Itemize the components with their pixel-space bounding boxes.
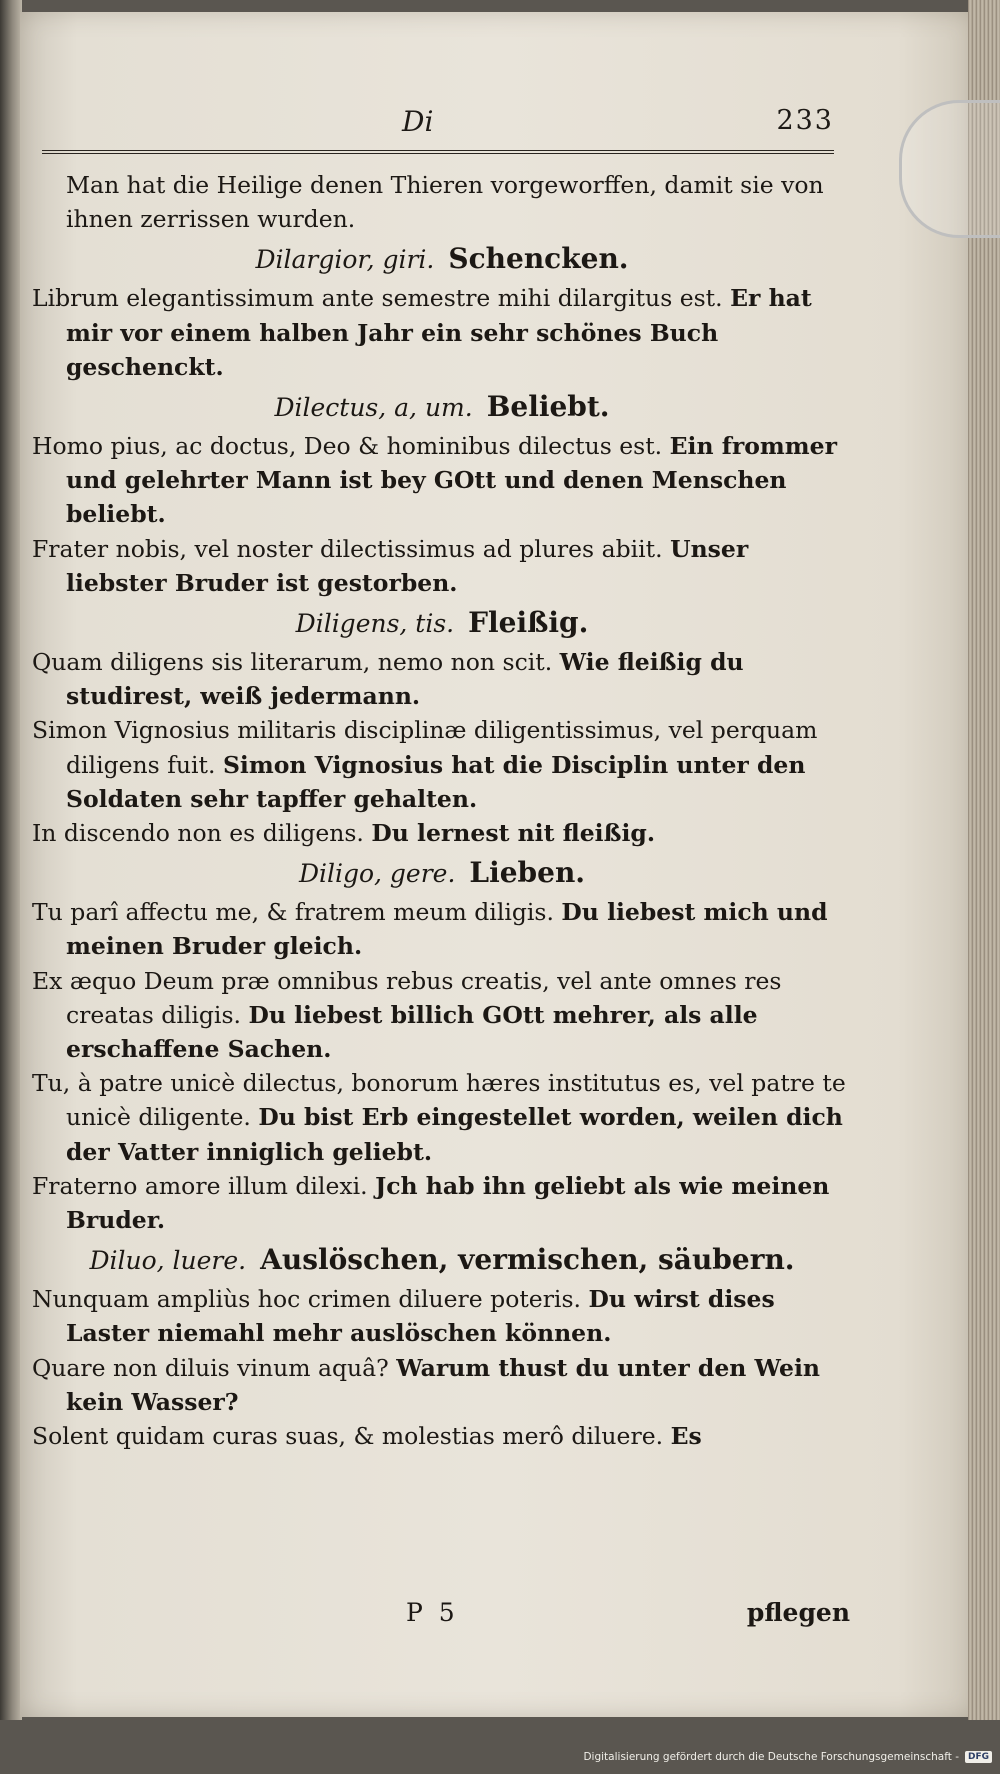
page-edges — [968, 0, 1000, 1720]
example-sentence: Man hat die Heilige denen Thieren vorgeworffen, damit sie von ihnen zerrissen wurden. — [66, 171, 824, 234]
lemma-heading — [32, 386, 852, 429]
german-translation: Wie fleißig du studirest, weiß jedermann. — [66, 648, 744, 711]
page-footer — [90, 1598, 850, 1638]
german-translation: Warum thust du unter den Wein kein Wasser? — [66, 1353, 820, 1416]
example-sentence — [32, 1419, 852, 1453]
catchword: pflegen — [746, 1598, 850, 1627]
dfg-logo-icon: DFG — [965, 1751, 992, 1763]
german-translation: Jch hab ihn geliebt als wie meinen Bruder. — [66, 1171, 830, 1235]
signature-mark: P 5 — [406, 1598, 459, 1627]
page-header — [42, 105, 834, 145]
example-sentence — [32, 1351, 852, 1419]
header-rule — [42, 150, 834, 154]
german-translation: Du lernest nit fleißig. — [371, 819, 656, 848]
lemma-german: Lieben. — [469, 856, 586, 890]
example-sentence — [32, 713, 852, 816]
left-page-edge — [0, 0, 22, 1720]
german-translation: Unser liebster Bruder ist gestorben. — [66, 534, 749, 597]
example-sentence — [32, 645, 852, 713]
lemma-heading — [32, 1239, 852, 1282]
example-sentence — [32, 281, 852, 384]
lemma-german: Schencken. — [448, 242, 629, 276]
latin-text: In discendo non es diligens. — [32, 819, 364, 848]
german-translation: Es — [670, 1422, 702, 1451]
example-sentence — [32, 1169, 852, 1237]
example-sentence — [32, 895, 852, 963]
latin-text: Tu parî affectu me, & fratrem meum diligis. — [32, 898, 554, 927]
german-translation: Simon Vignosius hat die Disciplin unter den Soldaten sehr tapffer gehalten. — [66, 750, 806, 813]
latin-text: Tu, à patre unicè dilectus, bonorum hæres institutus es, vel patre te unicè diligente. — [32, 1069, 846, 1132]
latin-text: Homo pius, ac doctus, Deo & hominibus dilectus est. — [32, 432, 663, 461]
lemma-latin: Diligens, tis. — [295, 609, 455, 639]
page-clip — [899, 100, 1000, 238]
german-translation: Du wirst dises Laster niemahl mehr auslöschen können. — [66, 1285, 775, 1348]
german-translation: Ein frommer und gelehrter Mann ist bey GOtt und denen Menschen beliebt. — [66, 432, 837, 529]
lemma-latin: Dilargior, giri. — [255, 245, 435, 275]
example-sentence — [32, 964, 852, 1067]
example-sentence — [32, 816, 852, 850]
example-sentence — [32, 532, 852, 600]
dictionary-text — [32, 168, 852, 1453]
latin-text: Simon Vignosius militaris disciplinæ diligentissimus, vel perquam diligens fuit. — [32, 716, 818, 779]
credit-text: Digitalisierung gefördert durch die Deutsche Forschungsgemeinschaft - — [583, 1751, 959, 1763]
lemma-latin: Dilectus, a, um. — [274, 393, 473, 423]
german-translation: Du liebest mich und meinen Bruder gleich. — [66, 898, 828, 961]
digitization-credit — [583, 1744, 992, 1770]
latin-text: Fraterno amore illum dilexi. — [32, 1171, 368, 1200]
latin-text: Solent quidam curas suas, & molestias merô diluere. — [32, 1422, 664, 1451]
german-translation: Du liebest billich GOtt mehrer, als alle erschaffene Sachen. — [66, 1000, 758, 1064]
latin-text: Quare non diluis vinum aquâ? — [32, 1353, 389, 1382]
latin-text: Librum elegantissimum ante semestre mihi dilargitus est. — [32, 284, 723, 313]
running-head: Di — [402, 105, 434, 138]
latin-text: Frater nobis, vel noster dilectissimus ad plures abiit. — [32, 534, 663, 563]
lemma-heading — [32, 602, 852, 645]
lemma-heading — [32, 238, 852, 281]
lemma-german: Auslöschen, vermischen, säubern. — [260, 1243, 795, 1277]
latin-text: Ex æquo Deum præ omnibus rebus creatis, vel ante omnes res creatas diligis. — [32, 966, 782, 1029]
lemma-german: Fleißig. — [468, 606, 589, 640]
lemma-latin: Diluo, luere. — [89, 1246, 247, 1276]
lemma-heading — [32, 852, 852, 895]
page-number: 233 — [776, 105, 834, 136]
lemma-german: Beliebt. — [486, 390, 610, 424]
german-translation: Er hat mir vor einem halben Jahr ein sehr schönes Buch geschenckt. — [66, 284, 812, 381]
latin-text: Quam diligens sis literarum, nemo non scit. — [32, 648, 553, 677]
latin-text: Nunquam ampliùs hoc crimen diluere poteris. — [32, 1285, 581, 1314]
lemma-latin: Diligo, gere. — [298, 859, 456, 889]
example-sentence — [32, 1066, 852, 1169]
german-translation: Du bist Erb eingestellet worden, weilen dich der Vatter inniglich geliebt. — [66, 1103, 843, 1166]
example-sentence — [32, 429, 852, 532]
example-sentence — [32, 1282, 852, 1350]
